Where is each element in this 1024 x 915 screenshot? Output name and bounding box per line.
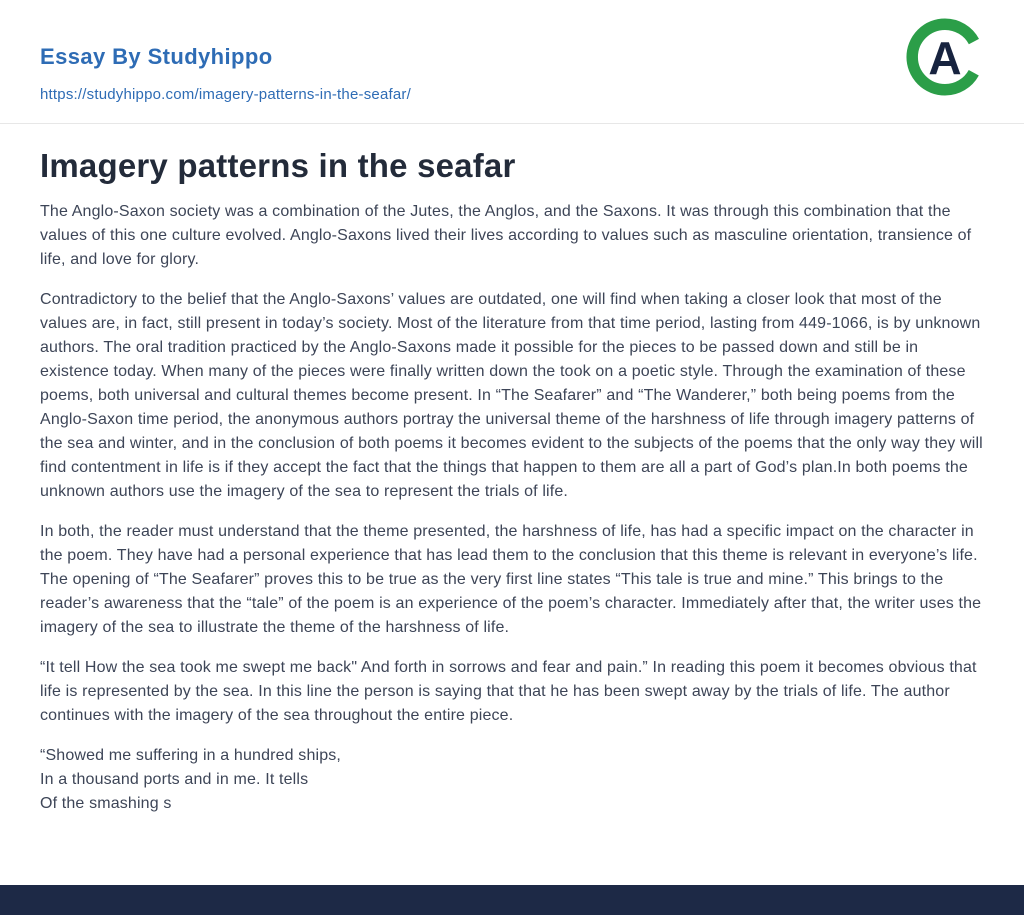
essay-title: Imagery patterns in the seafar xyxy=(40,147,516,184)
site-header xyxy=(0,0,1024,124)
essay-content xyxy=(0,124,1024,816)
essay-paragraph: Contradictory to the belief that the Anglo-Saxons’ values are outdated, one will find when taking a closer look that most of the values are, in fact, still present in today’s society. Most of the literature from that time period, lasting from 449-1066, is by unknown authors. The oral tradition practiced by the Anglo-Saxons made it possible for the pieces to be passed down and still be in existence today. When many of the pieces were finally written down the took on a poetic style. Through the examination of these poems, both universal and cultural themes become present. In “The Seafarer” and “The Wanderer,” both being poems from the Anglo-Saxon time period, the anonymous authors portray the universal theme of the harshness of life through imagery patterns of the sea and winter, and in the conclusion of both poems it becomes evident to the subjects of the poems that the only way they will find contentment in life is if they accept the fact that the things that happen to them are all a part of God’s plan.In both poems the unknown authors use the imagery of the sea to represent the trials of life. xyxy=(40,291,983,500)
essay-url-link[interactable]: https://studyhippo.com/imagery-patterns-in-the-seafar/ xyxy=(40,86,411,103)
bottom-bar xyxy=(0,885,1024,915)
poem-line: Of the smashing s xyxy=(40,795,172,812)
poem-quote xyxy=(40,744,984,816)
essay-paragraph: “It tell How the sea took me swept me back" And forth in sorrows and fear and pain.” In reading this poem it becomes obvious that life is represented by the sea. In this line the person is saying that that he has been swept away by the trials of life. The author continues with the imagery of the sea throughout the entire piece. xyxy=(40,659,977,724)
logo-letter: A xyxy=(928,32,962,84)
essay-paragraph: In both, the reader must understand that the theme presented, the harshness of life, has had a specific impact on the character in the poem. They have had a personal experience that has lead them to the conclusion that this theme is relevant in everyone’s life. The opening of “The Seafarer” proves this to be true as the very first line states “This tale is true and mine.” This brings to the reader’s awareness that the “tale” of the poem is an experience of the poem’s character. Immediately after that, the writer uses the imagery of the sea to illustrate the theme of the harshness of life. xyxy=(40,523,982,636)
studyhippo-logo xyxy=(904,16,986,98)
poem-line: “Showed me suffering in a hundred ships, xyxy=(40,747,341,764)
essay-paragraph: The Anglo-Saxon society was a combination of the Jutes, the Anglos, and the Saxons. It was through this combination that the values of this one culture evolved. Anglo-Saxons lived their lives according to values such as masculine orientation, transience of life, and love for glory. xyxy=(40,203,972,268)
poem-line: In a thousand ports and in me. It tells xyxy=(40,771,309,788)
site-title: Essay By Studyhippo xyxy=(40,44,273,69)
